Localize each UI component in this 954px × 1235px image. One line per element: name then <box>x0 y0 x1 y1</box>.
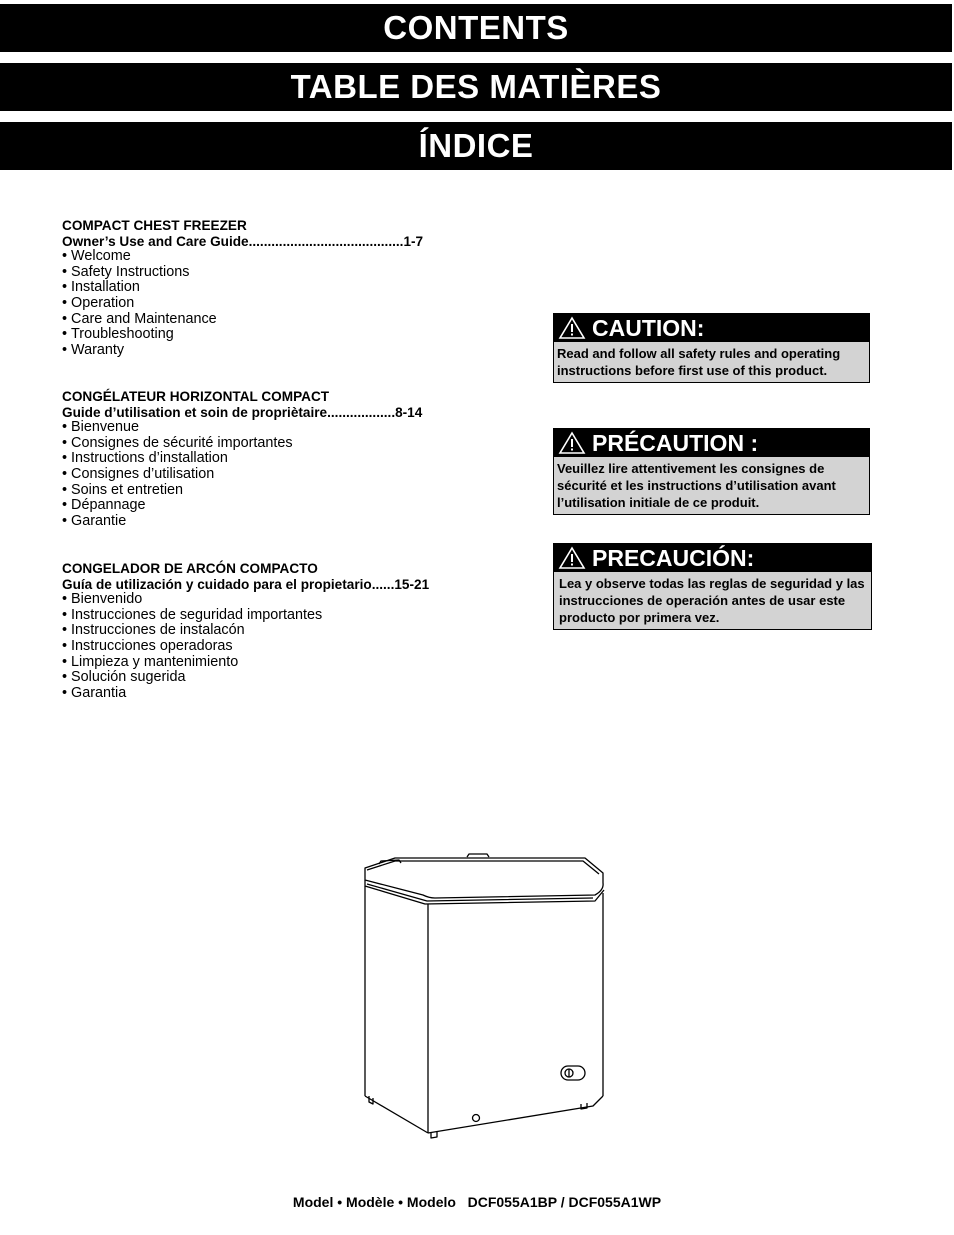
toc-item: • Safety Instructions <box>62 265 423 281</box>
toc-item: • Bienvenue <box>62 420 422 436</box>
precaucion-heading: PRECAUCIÓN: <box>592 544 755 571</box>
toc-item: • Instrucciones operadoras <box>62 639 429 655</box>
contents-banner: CONTENTS <box>0 4 952 52</box>
toc-section-spanish <box>62 561 429 701</box>
toc-item: • Bienvenido <box>62 592 429 608</box>
model-footer <box>0 1194 954 1210</box>
precaucion-text: Lea y observe todas las reglas de seguridad y las instrucciones de operación antes de usar este producto por primera vez. <box>559 576 865 625</box>
warning-triangle-icon <box>558 316 586 340</box>
precaucion-heading-bar <box>554 544 871 572</box>
warning-triangle-icon <box>558 546 586 570</box>
toc-section-title: COMPACT CHEST FREEZER <box>62 218 247 233</box>
toc-item: • Consignes d’utilisation <box>62 467 422 483</box>
toc-item: • Installation <box>62 280 423 296</box>
toc-section-english <box>62 218 423 358</box>
model-label: Model • Modèle • Modelo <box>292 1194 456 1210</box>
chest-freezer-illustration <box>355 848 615 1140</box>
toc-item: • Waranty <box>62 343 423 359</box>
toc-item: • Soins et entretien <box>62 483 422 499</box>
toc-item: • Dépannage <box>62 498 422 514</box>
toc-item: • Instructions d’installation <box>62 451 422 467</box>
toc-item: • Instrucciones de seguridad importantes <box>62 608 429 624</box>
precaution-notice <box>553 428 870 515</box>
toc-item: • Solución sugerida <box>62 670 429 686</box>
toc-item-list <box>62 592 429 701</box>
table-des-matieres-banner: TABLE DES MATIÈRES <box>0 63 952 111</box>
warning-triangle-icon <box>558 431 586 455</box>
caution-notice <box>553 313 870 383</box>
toc-item: • Care and Maintenance <box>62 312 423 328</box>
toc-guide-entry: Owner’s Use and Care Guide.........................................1-7 <box>62 233 424 249</box>
toc-item: • Consignes de sécurité importantes <box>62 436 422 452</box>
toc-item-list <box>62 420 422 529</box>
precaution-text: Veuillez lire attentivement les consignes de sécurité et les instructions d’utilisation avant l’utilisation initiale de ce produit. <box>557 461 836 510</box>
toc-item: • Garantia <box>62 686 429 702</box>
toc-item: • Welcome <box>62 249 423 265</box>
toc-guide-entry: Guide d’utilisation et soin de propriètaire..................8-14 <box>62 404 423 420</box>
toc-section-french <box>62 389 422 529</box>
toc-item: • Garantie <box>62 514 422 530</box>
toc-item: • Operation <box>62 296 423 312</box>
toc-item: • Troubleshooting <box>62 327 423 343</box>
toc-item: • Instrucciones de instalacón <box>62 623 429 639</box>
precaution-heading: PRÉCAUTION : <box>592 429 759 456</box>
precaucion-notice <box>553 543 872 630</box>
model-numbers: DCF055A1BP / DCF055A1WP <box>467 1194 662 1210</box>
toc-guide-entry: Guía de utilización y cuidado para el propietario......15-21 <box>62 576 430 592</box>
precaution-heading-bar <box>554 429 869 457</box>
toc-section-title: CONGÉLATEUR HORIZONTAL COMPACT <box>62 389 330 404</box>
caution-text: Read and follow all safety rules and operating instructions before first use of this product. <box>557 346 841 378</box>
caution-heading: CAUTION: <box>592 314 705 341</box>
indice-banner: ÍNDICE <box>0 122 952 170</box>
toc-item-list <box>62 249 423 358</box>
toc-section-title: CONGELADOR DE ARCÓN COMPACTO <box>62 561 318 576</box>
toc-item: • Limpieza y mantenimiento <box>62 655 429 671</box>
caution-heading-bar <box>554 314 869 342</box>
